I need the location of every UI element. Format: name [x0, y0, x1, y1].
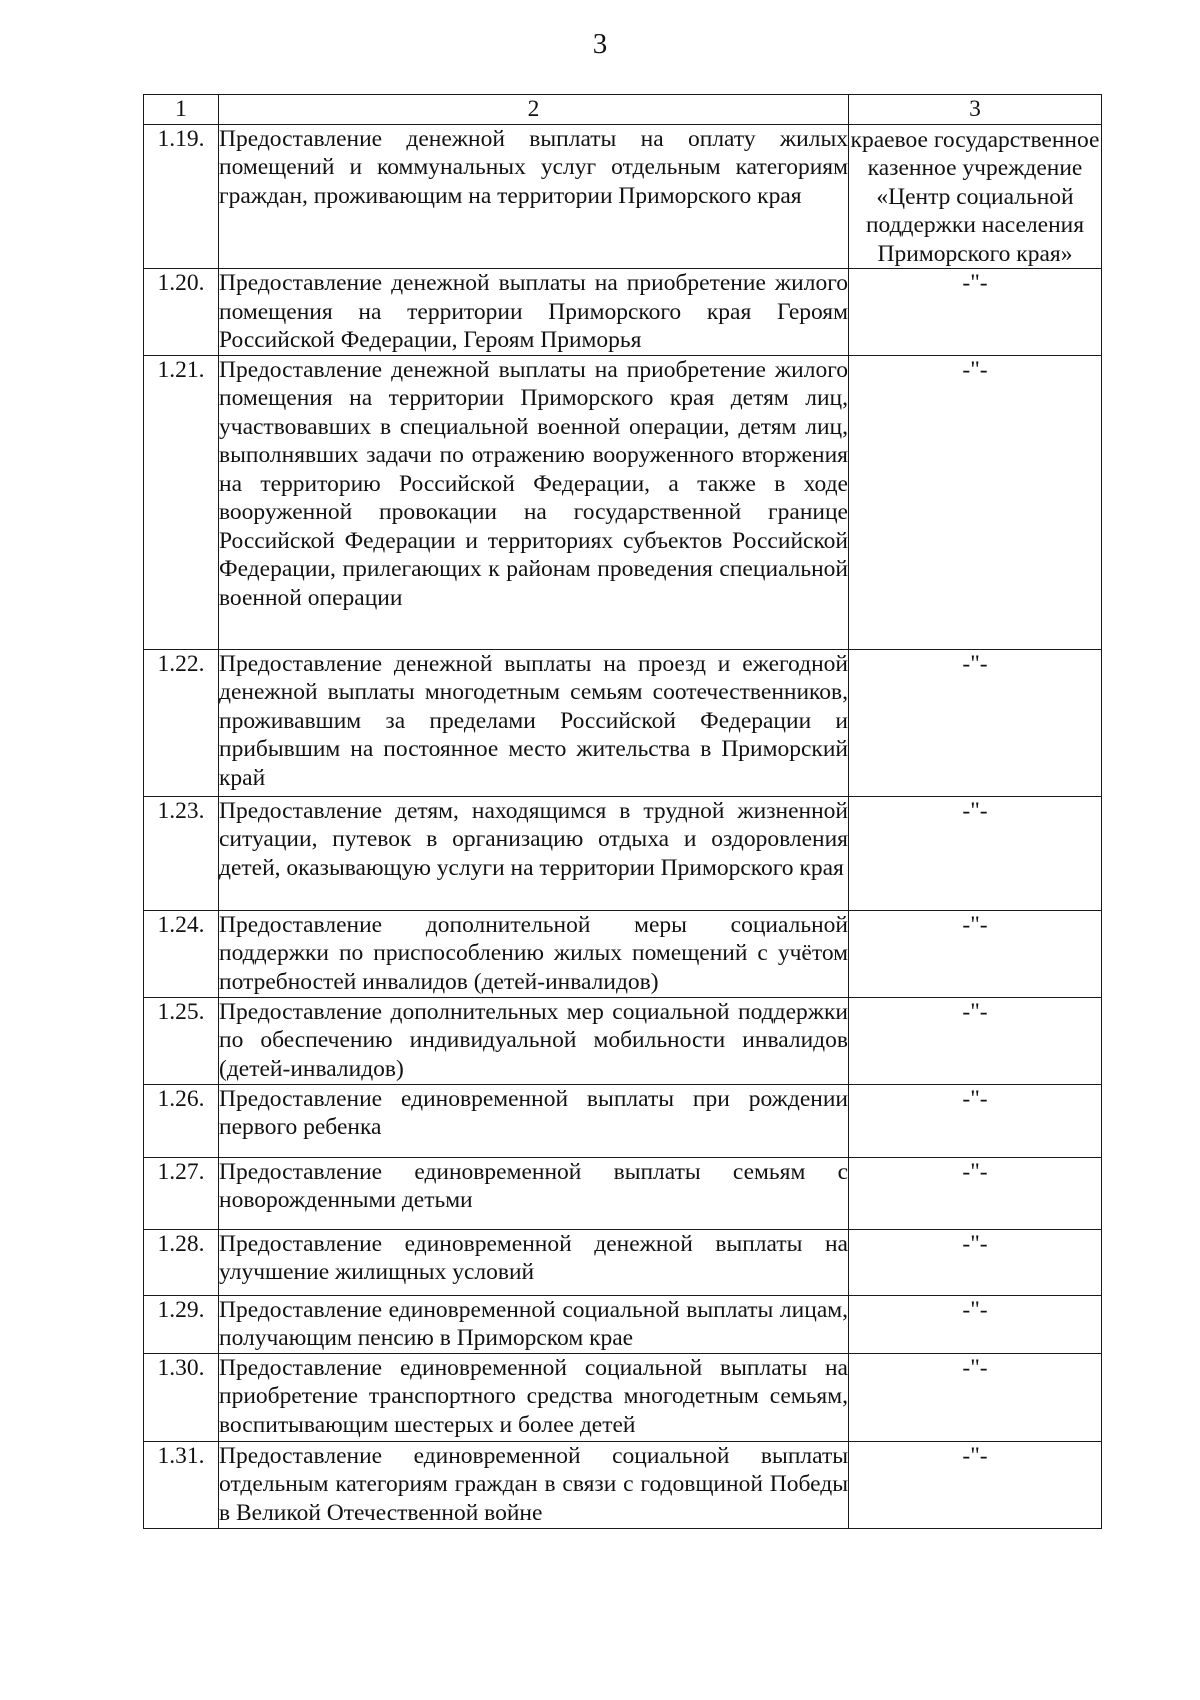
row-number: 1.19.	[144, 124, 219, 269]
row-number: 1.23.	[144, 796, 219, 910]
service-description: Предоставление единовременной социальной выплаты отдельным категориям граждан в связи с годовщиной Победы в Великой Отечественной войне	[219, 1441, 849, 1528]
service-description: Предоставление дополнительной меры социальной поддержки по приспособлению жилых помещений с учётом потребностей инвалидов (детей-инвалидов)	[219, 910, 849, 997]
row-number: 1.27.	[144, 1157, 219, 1229]
table-row	[144, 269, 1102, 356]
row-number: 1.29.	[144, 1295, 219, 1353]
table-row	[144, 1441, 1102, 1528]
responsible-organization: -"-	[849, 1353, 1102, 1441]
service-description: Предоставление детям, находящимся в трудной жизненной ситуации, путевок в организацию отдыха и оздоровления детей, оказывающую услуги на территории Приморского края	[219, 796, 849, 910]
responsible-organization: краевое государственное казенное учреждение «Центр социальной поддержки населения Приморского края»	[849, 124, 1102, 269]
column-header-organization: 3	[849, 95, 1102, 125]
service-description: Предоставление единовременной денежной выплаты на улучшение жилищных условий	[219, 1229, 849, 1295]
row-number: 1.20.	[144, 269, 219, 356]
service-description: Предоставление денежной выплаты на приобретение жилого помещения на территории Приморского края Героям Российской Федерации, Героям Приморья	[219, 270, 848, 353]
table-row	[144, 1353, 1102, 1441]
row-number: 1.28.	[144, 1229, 219, 1295]
responsible-organization: -"-	[849, 796, 1102, 910]
table-row	[144, 997, 1102, 1084]
row-number: 1.30.	[144, 1353, 219, 1441]
table-row	[144, 910, 1102, 997]
responsible-organization: -"-	[849, 649, 1102, 796]
row-number: 1.22.	[144, 649, 219, 796]
responsible-organization: -"-	[849, 355, 1102, 649]
responsible-organization: -"-	[849, 910, 1102, 997]
responsible-organization: -"-	[849, 1084, 1102, 1157]
row-number: 1.25.	[144, 997, 219, 1084]
table-row	[144, 355, 1102, 649]
table-row	[144, 1157, 1102, 1229]
table-header-row	[144, 95, 1102, 125]
row-number: 1.31.	[144, 1441, 219, 1528]
row-number: 1.24.	[144, 910, 219, 997]
responsible-organization: -"-	[849, 1229, 1102, 1295]
column-header-number: 1	[144, 95, 219, 125]
responsible-organization: -"-	[849, 1157, 1102, 1229]
responsible-organization: -"-	[849, 997, 1102, 1084]
row-number: 1.26.	[144, 1084, 219, 1157]
services-table	[143, 94, 1102, 1529]
column-header-service: 2	[219, 95, 849, 125]
row-number: 1.21.	[144, 355, 219, 649]
service-description: Предоставление единовременной социальной выплаты на приобретение транспортного средства многодетным семьям, воспитывающим шестерых и более детей	[219, 1353, 849, 1441]
service-description: Предоставление денежной выплаты на проезд и ежегодной денежной выплаты многодетным семьям соотечественников, проживавшим за пределами Российской Федерации и прибывшим на постоянное место жительства в Приморский край	[219, 649, 849, 796]
responsible-organization: -"-	[849, 1295, 1102, 1353]
service-description: Предоставление дополнительных мер социальной поддержки по обеспечению индивидуальной мобильности инвалидов (детей-инвалидов)	[219, 997, 849, 1084]
service-description: Предоставление единовременной социальной выплаты лицам, получающим пенсию в Приморском крае	[219, 1296, 848, 1351]
table-row	[144, 124, 1102, 269]
service-description: Предоставление денежной выплаты на приобретение жилого помещения на территории Приморского края детям лиц, участвовавших в специальной военной операции, детям лиц, выполнявших задачи по отражению вооруженного вторжения на территорию Российской Федерации, а также в ходе вооруженной провокации на государственной границе Российской Федерации и территориях субъектов Российской Федерации, прилегающих к районам проведения специальной военной операции	[219, 355, 849, 649]
table-row	[144, 1084, 1102, 1157]
table-row	[144, 1295, 1102, 1353]
responsible-organization: -"-	[849, 1441, 1102, 1528]
table-row	[144, 649, 1102, 796]
page-number: 3	[592, 28, 608, 60]
responsible-organization: -"-	[849, 269, 1102, 356]
service-description: Предоставление единовременной выплаты при рождении первого ребенка	[219, 1084, 849, 1157]
table-row	[144, 796, 1102, 910]
service-description: Предоставление единовременной выплаты семьям с новорожденными детьми	[219, 1157, 849, 1229]
table-row	[144, 1229, 1102, 1295]
service-description: Предоставление денежной выплаты на оплату жилых помещений и коммунальных услуг отдельным категориям граждан, проживающим на территории Приморского края	[219, 124, 849, 269]
